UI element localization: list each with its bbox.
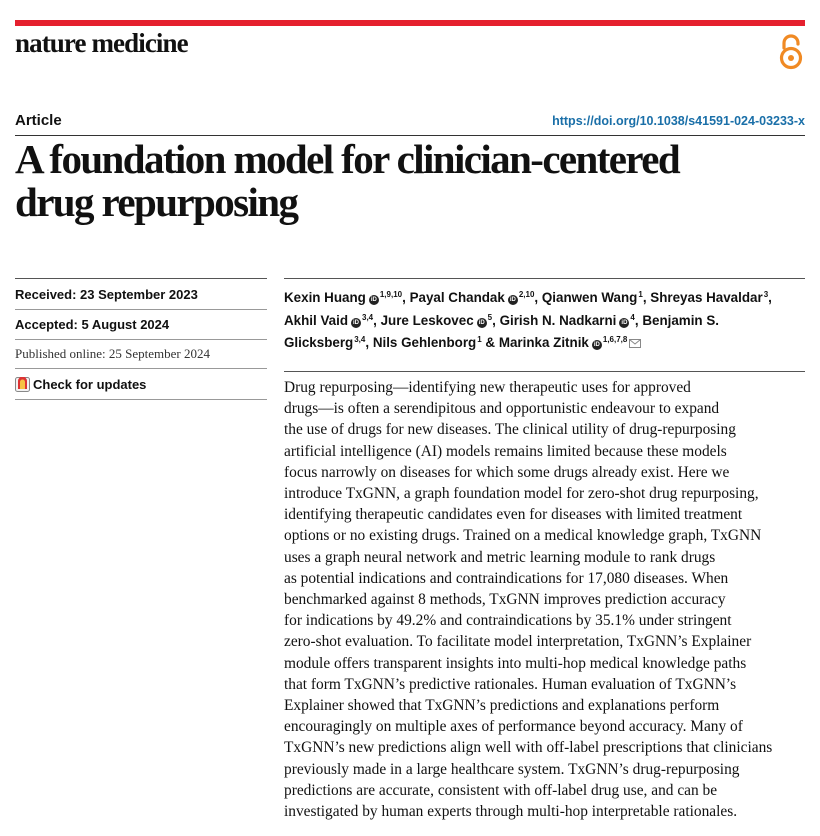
author-name: Nils Gehlenborg	[372, 335, 477, 350]
abstract-line: zero-shot evaluation. To facilitate model interpretation, TxGNN’s Explainer	[284, 633, 752, 651]
author-separator: &	[481, 335, 496, 350]
author-affiliation: 5	[487, 312, 493, 322]
author-list	[284, 285, 805, 353]
orcid-icon[interactable]: iD	[593, 342, 600, 348]
author-item[interactable]	[284, 313, 377, 328]
abstract-line: Drug repurposing—identifying new therapeutic uses for approved	[284, 379, 691, 396]
abstract-line: identifying therapeutic candidates even for diseases with limited treatment	[284, 506, 743, 524]
email-icon[interactable]	[629, 339, 641, 348]
author-affiliation: 1	[477, 335, 482, 344]
doi-link[interactable]: https://doi.org/10.1038/s41591-024-03233-x	[552, 114, 805, 128]
abstract-line: Explainer showed that TxGNN’s predictions and explanations perform	[284, 697, 720, 715]
author-item[interactable]	[373, 335, 495, 350]
author-affiliation: 1,6,7,8	[602, 335, 628, 344]
author-affiliation: 1	[638, 290, 643, 299]
author-name: Benjamin S. Glicksberg	[284, 312, 719, 350]
orcid-icon[interactable]: iD	[370, 297, 377, 303]
meta-divider-top	[15, 278, 267, 279]
check-for-updates-label: Check for updates	[33, 377, 147, 392]
author-item[interactable]	[381, 313, 496, 328]
abstract-line: TxGNN’s new predictions align well with off-label prescriptions that clinicians	[284, 739, 773, 757]
author-name: Girish N. Nadkarni	[499, 312, 617, 328]
abstract-line: options or no existing drugs. Trained on a medical knowledge graph, TxGNN	[284, 527, 762, 545]
author-name: Payal Chandak	[409, 290, 505, 305]
abstract-line: benchmarked against 8 methods, TxGNN improves prediction accuracy	[284, 591, 726, 609]
check-for-updates-icon	[15, 377, 30, 392]
author-item[interactable]	[650, 290, 772, 305]
abstract-line: for indications by 49.2% and contraindications by 35.1% under stringent	[284, 612, 732, 630]
abstract-line: previously made in a large healthcare system. TxGNN’s drug-repurposing	[284, 760, 740, 778]
journal-name[interactable]: nature medicine	[15, 28, 188, 58]
accepted-date: Accepted: 5 August 2024	[15, 317, 170, 332]
author-separator: ,	[365, 335, 370, 350]
orcid-icon[interactable]: iD	[621, 319, 628, 326]
abstract-line: investigated by human experts through multi-hop interpretable rationales.	[284, 803, 738, 821]
abstract	[284, 377, 805, 822]
author-affiliation: 1,9,10	[379, 290, 403, 299]
header-accent-bar	[15, 20, 805, 26]
author-separator: ,	[768, 290, 772, 305]
meta-divider	[15, 399, 267, 400]
article-type-label: Article	[15, 112, 62, 129]
author-affiliation: 4	[630, 312, 635, 322]
abstract-line: predictions are accurate, consistent with off-label drug use, and can be	[284, 781, 718, 799]
author-separator: ,	[402, 290, 406, 305]
check-for-updates-button[interactable]	[15, 377, 146, 392]
author-item[interactable]	[499, 335, 642, 350]
author-affiliation: 3	[763, 290, 769, 299]
author-name: Akhil Vaid	[284, 312, 348, 328]
author-item[interactable]	[284, 290, 406, 305]
abstract-line: focus narrowly on diseases for which some drugs already exist. Here we	[284, 463, 730, 481]
author-item[interactable]	[500, 313, 639, 328]
author-name: Qianwen Wang	[541, 290, 638, 305]
abstract-line: artificial intelligence (AI) models remains limited because these models	[284, 442, 727, 460]
orcid-icon[interactable]: iD	[353, 319, 359, 326]
abstract-line: as potential indications and contraindications for 17,080 diseases. When	[284, 569, 729, 587]
author-name: Marinka Zitnik	[498, 335, 589, 350]
open-access-lock-icon[interactable]	[778, 34, 804, 70]
author-name: Jure Leskovec	[380, 312, 474, 328]
author-name: Shreyas Havaldar	[650, 290, 763, 305]
author-separator: ,	[642, 290, 647, 305]
author-item[interactable]	[542, 290, 647, 305]
author-item[interactable]	[410, 290, 539, 305]
abstract-line: that form TxGNN’s predictive rationales. Human evaluation of TxGNN’s	[284, 675, 737, 693]
abstract-line: encouragingly on multiple axes of performance beyond accuracy. Many of	[284, 718, 743, 736]
meta-divider	[15, 339, 267, 340]
abstract-line: module offers transparent insights into multi-hop medical knowledge paths	[284, 654, 747, 672]
article-title	[15, 138, 805, 224]
author-separator: ,	[492, 312, 496, 328]
abstract-line: introduce TxGNN, a graph foundation model for zero-shot drug repurposing,	[284, 485, 759, 503]
meta-divider	[15, 309, 267, 310]
abstract-divider-top	[284, 371, 805, 372]
abstract-line: uses a graph neural network and metric learning module to rank drugs	[284, 548, 716, 566]
meta-divider	[15, 368, 267, 369]
received-date: Received: 23 September 2023	[15, 287, 198, 302]
author-affiliation: 2,10	[518, 290, 535, 299]
authors-divider-top	[284, 278, 805, 279]
author-separator: ,	[534, 290, 539, 305]
author-separator: ,	[634, 312, 639, 328]
author-separator: ,	[373, 312, 377, 328]
author-affiliation: 3,4	[354, 335, 366, 344]
published-date: Published online: 25 September 2024	[15, 346, 210, 361]
author-name: Kexin Huang	[284, 290, 366, 305]
abstract-line: the use of drugs for new diseases. The clinical utility of drug-repurposing	[284, 421, 736, 439]
abstract-line: drugs—is often a serendipitous and opportunistic endeavour to expand	[284, 400, 720, 418]
title-line-2: drug repurposing	[15, 179, 298, 225]
author-affiliation: 3,4	[362, 312, 374, 322]
orcid-icon[interactable]: iD	[478, 319, 485, 326]
orcid-icon[interactable]: iD	[509, 297, 516, 303]
title-line-1: A foundation model for clinician-centered	[15, 136, 680, 182]
